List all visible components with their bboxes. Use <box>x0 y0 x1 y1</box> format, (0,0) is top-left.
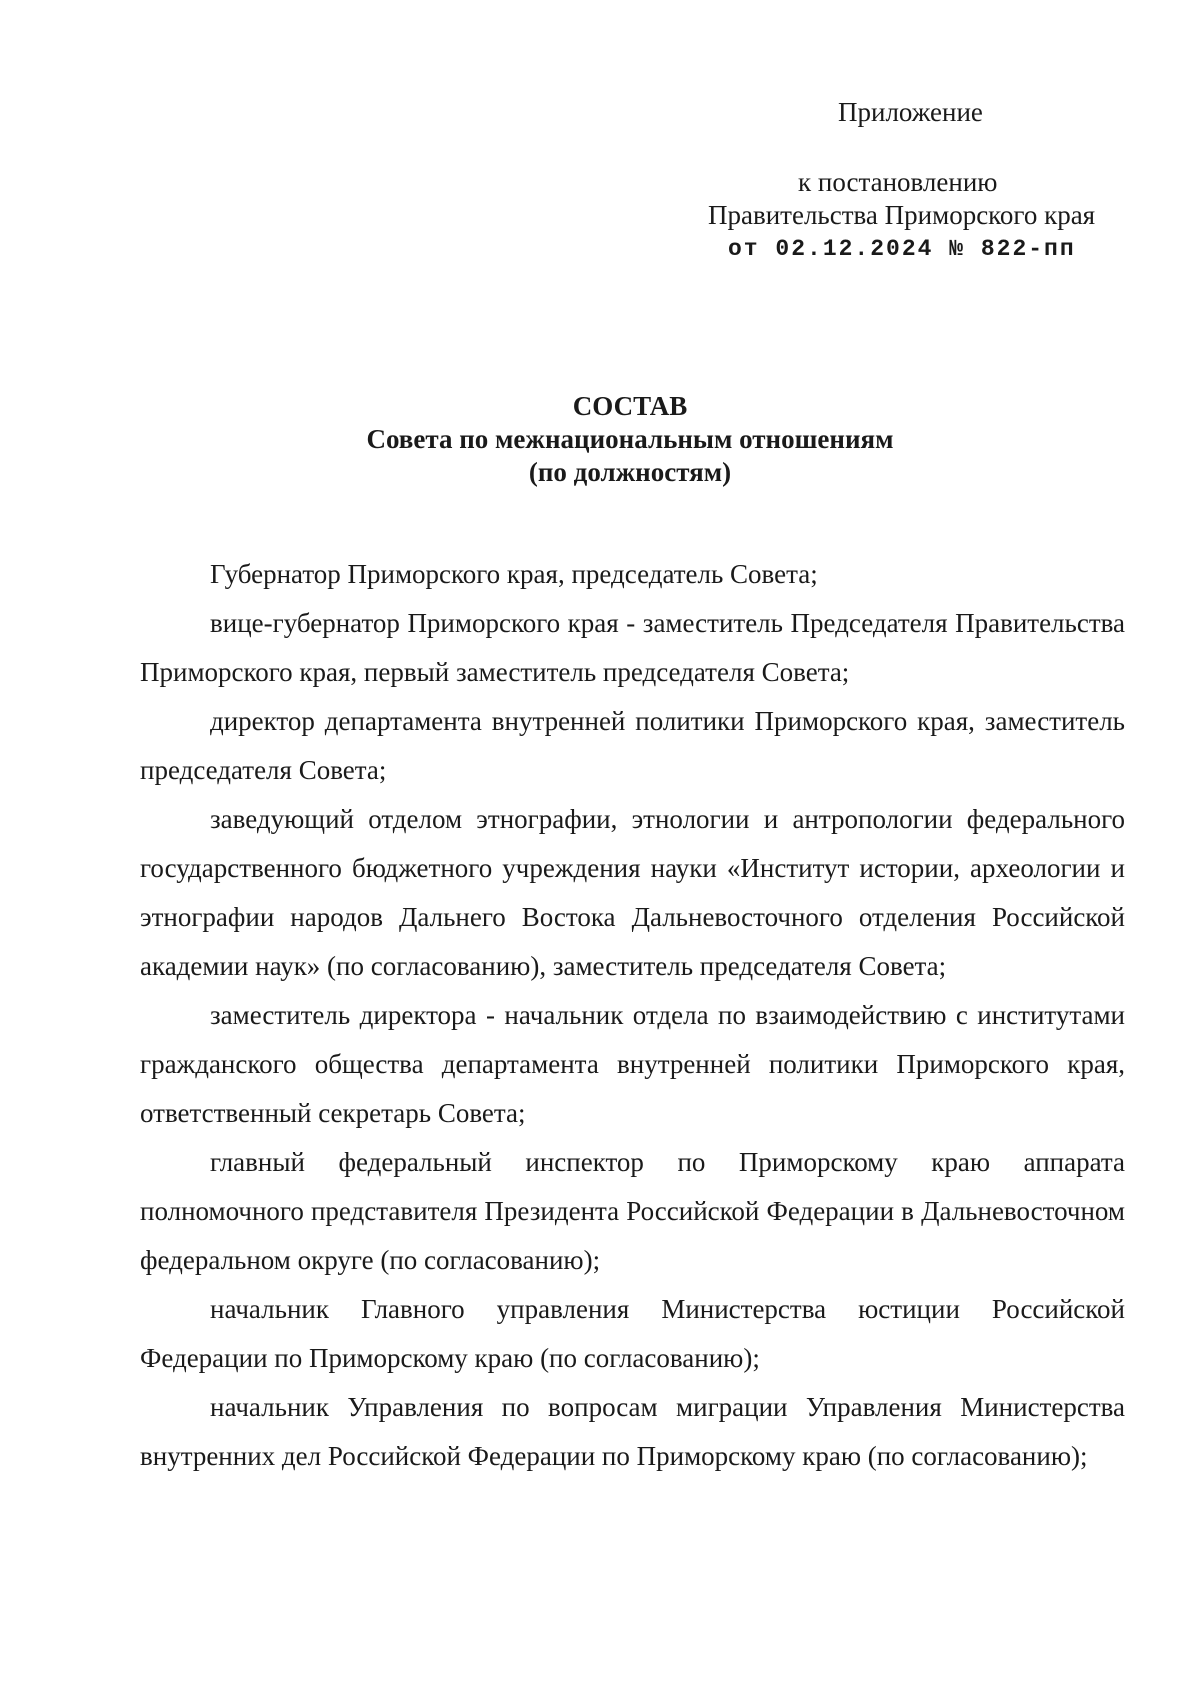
appendix-label: Приложение <box>838 97 983 127</box>
member-paragraph: начальник Главного управления Министерства юстиции Российской Федерации по Приморскому краю (по согласованию); <box>140 1294 1125 1373</box>
decree-line-to-resolution: к постановлению <box>798 167 998 197</box>
member-paragraph: главный федеральный инспектор по Приморскому краю аппарата полномочного представителя Президента Российской Федерации в Дальневосточном федеральном округе (по согласованию); <box>140 1147 1125 1275</box>
member-paragraph: директор департамента внутренней политики Приморского края, заместитель председателя Совета; <box>140 706 1125 785</box>
decree-reference <box>700 166 1130 266</box>
members-list <box>140 550 1125 1481</box>
document-heading <box>140 390 1120 489</box>
member-paragraph: вице-губернатор Приморского края - заместитель Председателя Правительства Приморского края, первый заместитель председателя Совета; <box>140 608 1125 687</box>
decree-date-number: от 02.12.2024 № 822-пп <box>728 236 1076 262</box>
heading-subtitle: Совета по межнациональным отношениям <box>366 424 894 454</box>
member-paragraph: заведующий отделом этнографии, этнологии и антропологии федерального государственного бюджетного учреждения науки «Институт истории, археологии и этнографии народов Дальнего Востока Дальневосточного отделения Российской академии наук» (по согласованию), заместитель председателя Совета; <box>140 804 1125 981</box>
member-paragraph: начальник Управления по вопросам миграции Управления Министерства внутренних дел Российской Федерации по Приморскому краю (по согласованию); <box>140 1392 1125 1471</box>
heading-title: СОСТАВ <box>572 391 688 421</box>
heading-note: (по должностям) <box>528 457 732 487</box>
member-paragraph: заместитель директора - начальник отдела по взаимодействию с институтами гражданского общества департамента внутренней политики Приморского края, ответственный секретарь Совета; <box>140 1000 1125 1128</box>
member-paragraph: Губернатор Приморского края, председатель Совета; <box>210 559 818 589</box>
decree-line-government: Правительства Приморского края <box>708 200 1096 230</box>
